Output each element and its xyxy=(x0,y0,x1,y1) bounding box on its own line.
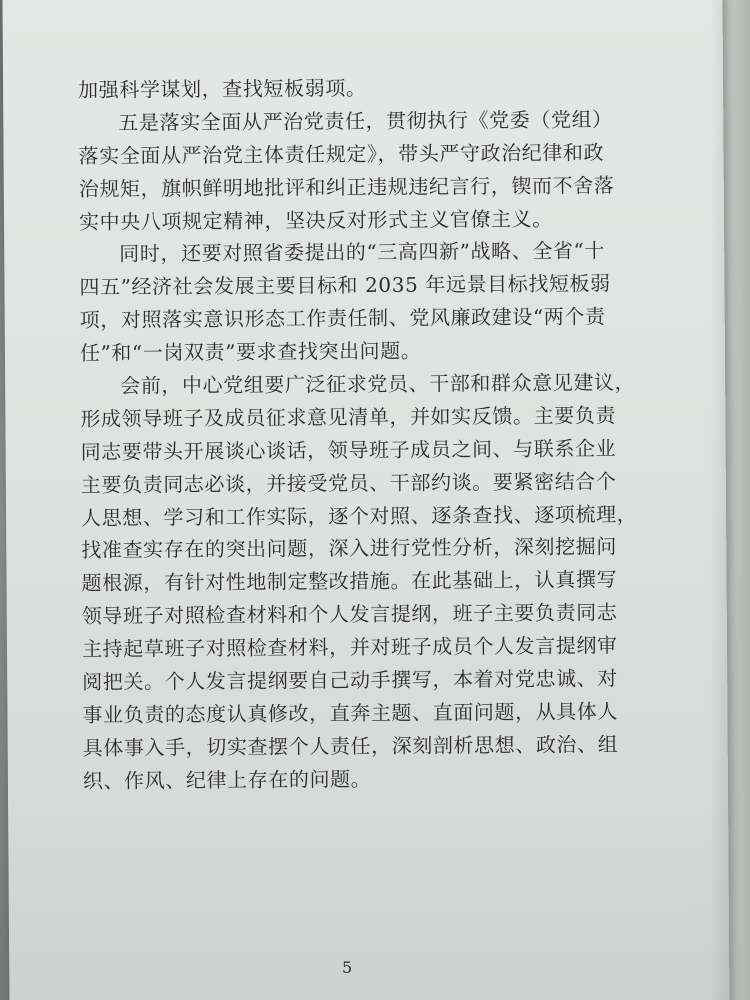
text-line: 加强科学谋划，查找短板弱项。 xyxy=(78,75,367,102)
text-line: 阅把关。个人发言提纲要自己动手撰写，本着对党忠诚、对 xyxy=(82,666,618,695)
text-line: 找准查实存在的突出问题，深入进行党性分析，深刻挖掘问 xyxy=(81,534,618,563)
text-line: 实中央八项规定精神，坚决反对形式主义官僚主义。 xyxy=(78,206,553,234)
text-line: 四五”经济社会发展主要目标和 2035 年远景目标找短板弱 xyxy=(79,271,611,300)
text-line: 领导班子对照检查材料和个人发言提纲，班子主要负责同志 xyxy=(81,600,618,629)
text-line: 治规矩，旗帜鲜明地批评和纠正违规违纪言行，锲而不舍落 xyxy=(78,172,615,201)
text-line: 项，对照落实意识形态工作责任制、党风廉政建设“两个责 xyxy=(79,304,606,333)
text-line: 主持起草班子对照检查材料，并对班子成员个人发言提纲审 xyxy=(81,633,618,662)
text-line: 具体事入手，切实查摆个人责任，深刻剖析思想、政治、组 xyxy=(82,732,619,760)
page-edge-shadow xyxy=(710,0,750,1000)
text-line: 题根源，有针对性地制定整改措施。在此基础上，认真撰写 xyxy=(81,567,618,596)
text-line: 同志要带头开展谈心谈话，领导班子成员之间、与联系企业 xyxy=(80,436,617,464)
text-line: 落实全面从严治党主体责任规定》，带头严守政治纪律和政 xyxy=(78,140,605,168)
page-number: 5 xyxy=(342,958,353,977)
text-line: 会前，中心党组要广泛征求党员、干部和群众意见建议， xyxy=(120,370,636,398)
text-line: 人思想、学习和工作实际，逐个对照、逐条查找、逐项梳理， xyxy=(81,501,638,530)
text-line: 五是落实全面从严治党责任，贯彻执行《党委（党组） xyxy=(118,107,613,135)
text-line: 同时，还要对照省委提出的“三高四新”战略、全省“十 xyxy=(119,238,606,267)
text-line: 织、作风、纪律上存在的问题。 xyxy=(82,766,372,793)
text-line: 事业负责的态度认真修改，直奔主题、直面问题，从具体人 xyxy=(82,699,619,727)
body-text xyxy=(78,70,643,797)
text-line: 形成领导班子及成员征求意见清单，并如实反馈。主要负责 xyxy=(80,403,617,431)
text-line: 主要负责同志必谈，并接受党员、干部约谈。要紧密结合个 xyxy=(80,468,617,497)
text-line: 任”和“一岗双责”要求查找突出问题。 xyxy=(79,338,422,366)
